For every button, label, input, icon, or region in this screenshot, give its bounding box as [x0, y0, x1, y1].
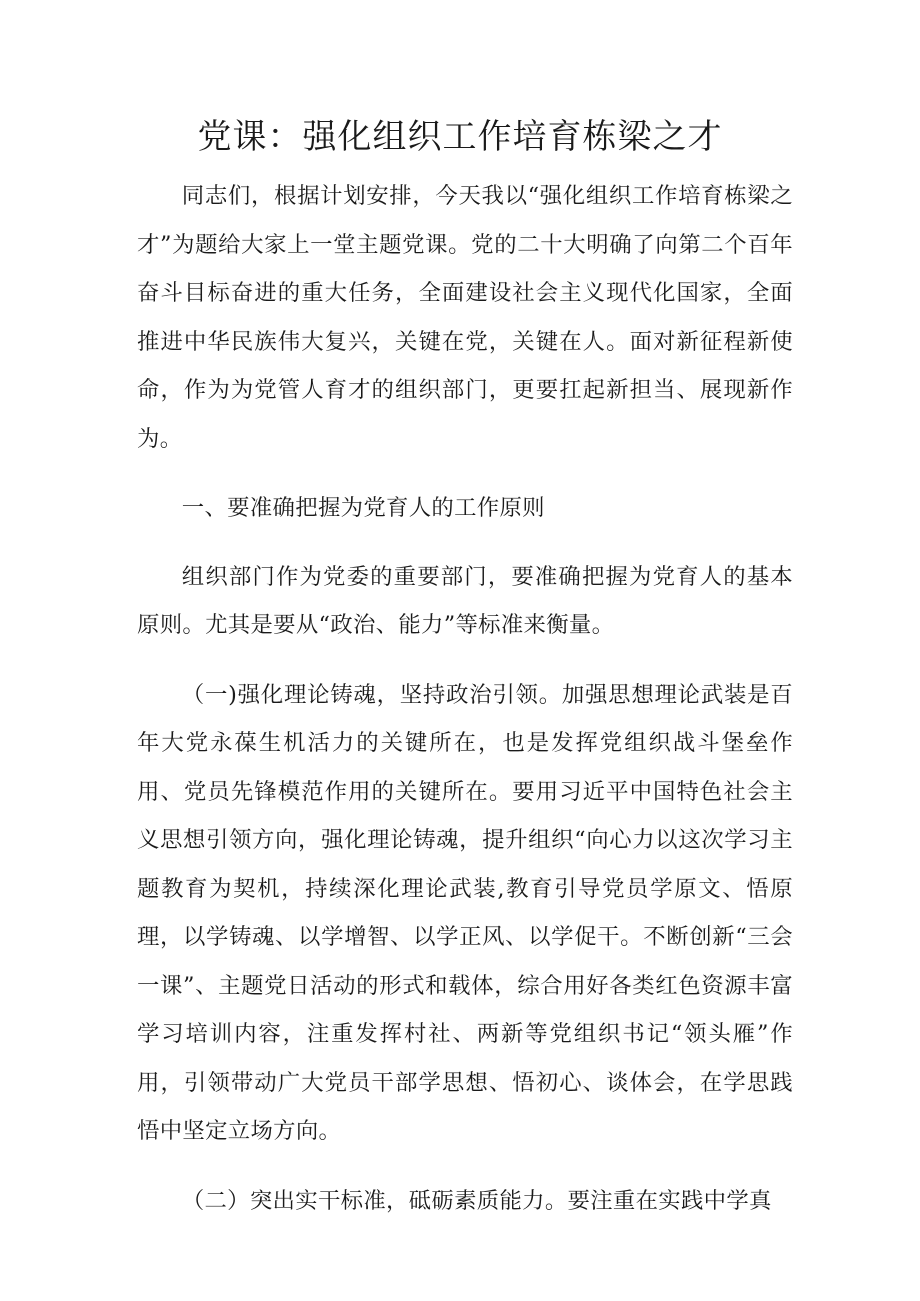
paragraph-subsection-2: （二）突出实干标准，砥砺素质能力。要注重在实践中学真	[181, 1187, 772, 1214]
document-title: 党课：强化组织工作培育栋梁之才	[197, 117, 723, 157]
section-heading-1: 一、要准确把握为党育人的工作原则	[181, 495, 545, 521]
paragraph-principles: 组织部门作为党委的重要部门，要准确把握为党育人的基本原则。尤其是要从“政治、能力”等标准来衡量。	[137, 563, 793, 638]
document-body	[137, 172, 793, 1246]
paragraph-subsection-1: （一)强化理论铸魂，坚持政治引领。加强思想理论武装是百年大党永葆生机活力的关键所在，也是发挥党组织战斗堡垒作用、党员先锋模范作用的关键所在。要用习近平中国特色社会主义思想引领方向，强化理论铸魂，提升组织“向心力以这次学习主题教育为契机，持续深化理论武装,教育引导党员学原文、悟原理，以学铸魂、以学增智、以学正风、以学促干。不断创新“三会一课”、主题党日活动的形式和载体，综合用好各类红色资源丰富学习培训内容，注重发挥村社、两新等党组织书记“领头雁”作用，引领带动广大党员干部学思想、悟初心、谈体会，在学思践悟中坚定立场方向。	[137, 681, 793, 1144]
paragraph-intro: 同志们，根据计划安排，今天我以“强化组织工作培育栋梁之才”为题给大家上一堂主题党课。党的二十大明确了向第二个百年奋斗目标奋进的重大任务，全面建设社会主义现代化国家，全面推进中华民族伟大复兴，关键在党，关键在人。面对新征程新使命，作为为党管人育才的组织部门，更要扛起新担当、展现新作为。	[137, 183, 793, 452]
